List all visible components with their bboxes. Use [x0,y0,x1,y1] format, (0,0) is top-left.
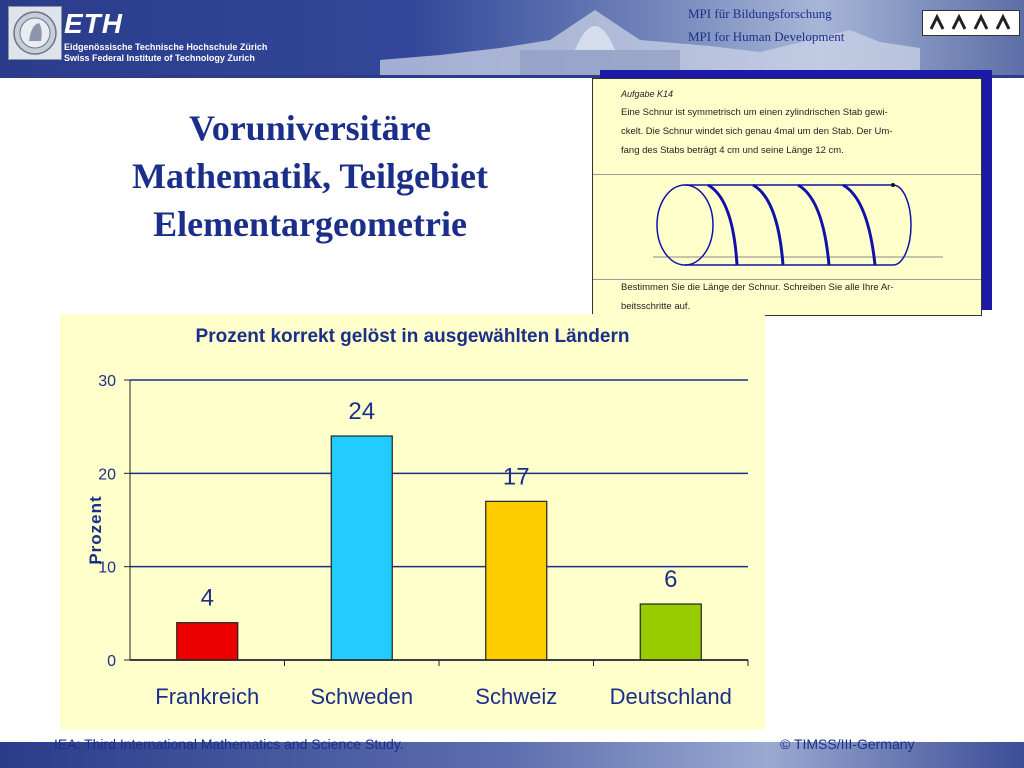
chart-panel [60,314,765,730]
eth-name-english: Swiss Federal Institute of Technology Zurich [64,53,255,63]
data-label-schweden: 24 [348,398,376,425]
task-box [592,78,982,316]
y-tick-label: 10 [98,559,116,577]
title-line-2: Mathematik, Teilgebiet [132,156,488,196]
y-tick-label: 20 [98,466,116,484]
x-tick-label-frankreich: Frankreich [155,684,260,709]
task-text-line-1: Eine Schnur ist symmetrisch um einen zylindrischen Stab gewi- [621,107,888,118]
data-label-frankreich: 4 [200,584,214,612]
mpi-logo-icon [922,10,1020,36]
bar-chart [60,314,765,730]
copyright-note: © TIMSS/III-Germany [780,736,915,752]
data-label-deutschland: 6 [664,566,678,593]
header-banner [0,0,1024,75]
eth-logo-text: ETH [64,8,123,39]
bar-frankreich [177,623,238,660]
title-line-1: Voruniversitäre [189,108,431,148]
minerva-logo-icon [8,6,62,60]
task-text-line-3: fang des Stabs beträgt 4 cm und seine Länge 12 cm. [621,145,844,156]
source-note: IEA: Third International Mathematics and Science Study. [54,736,404,752]
chart-title: Prozent korrekt gelöst in ausgewählten Ländern [195,326,630,347]
x-tick-label-schweden: Schweden [310,684,414,709]
task-label: Aufgabe K14 [621,89,674,99]
task-question-line-2: beitsschritte auf. [621,301,691,312]
x-tick-label-schweiz: Schweiz [475,684,558,709]
task-divider-top [593,174,981,175]
y-tick-label: 30 [98,373,116,390]
x-tick-label-deutschland: Deutschland [609,684,732,709]
title-line-3: Elementargeometrie [153,204,467,244]
mpi-name-english: MPI for Human Development [688,29,845,44]
mpi-name-german: MPI für Bildungsforschung [688,6,832,21]
data-label-schweiz: 17 [502,463,530,491]
y-axis-label: Prozent [86,495,105,565]
eth-name-german: Eidgenössische Technische Hochschule Zürich [64,42,268,52]
cylinder-string-diagram [653,179,943,274]
task-question-line-1: Bestimmen Sie die Länge der Schnur. Schreiben Sie alle Ihre Ar- [621,282,894,293]
bar-schweiz [486,501,547,660]
y-tick-label: 0 [107,653,116,670]
task-divider-bottom [593,279,981,280]
task-text-line-2: ckelt. Die Schnur windet sich genau 4mal um den Stab. Der Um- [621,126,893,137]
bar-deutschland [640,604,701,660]
bar-schweden [331,436,392,660]
page-title [40,104,580,248]
